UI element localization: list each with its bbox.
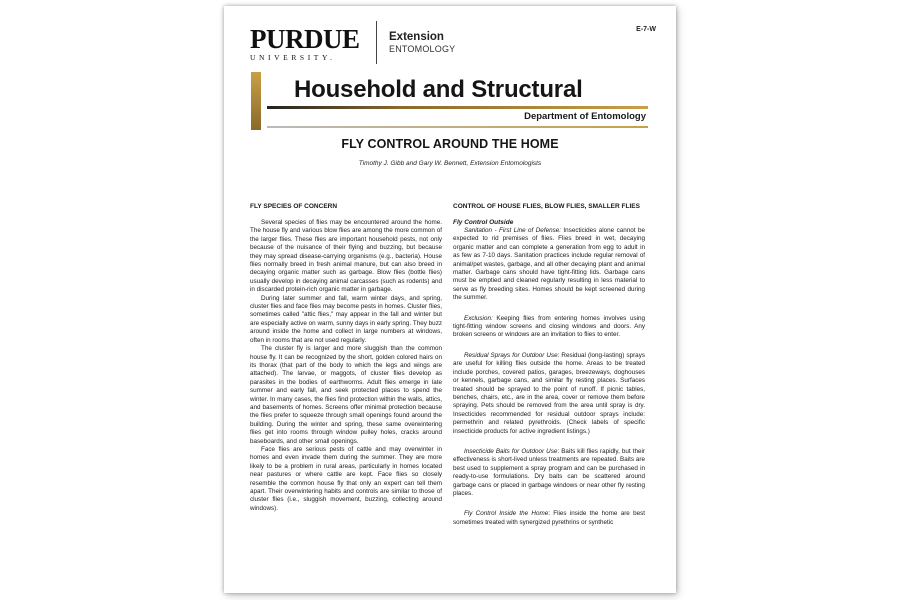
paragraph-text: : Residual (long-lasting) sprays are useful for killing flies outside the home. Areas to be treated include porches, covered patios, garages, breezeways, doghouses or kennels, garbage cans, and similar fly resting places. Surfaces treated should be sprayed to the point of runoff. If picnic tables, benches, chairs, etc., are in the area, cover or remove them before spraying. Pets should be removed from the area until spray is dry. Insecticides recommended for residual outdoor sprays include: permethrin and related pyrethroids. (Check labels of specific insecticide products for active ingredient listings.): [453, 351, 645, 435]
right-column-subheading: Fly Control Outside: [453, 219, 514, 226]
paragraph-exclusion: [453, 315, 645, 340]
lead-in: Fly Control Inside the Home: [464, 510, 549, 518]
title-rule: [267, 106, 648, 109]
department-label: Department of Entomology: [524, 111, 646, 122]
paragraph-text: : Flies inside the home are best sometimes treated with synergized pyrethrins or synthetic: [453, 510, 645, 526]
left-column-heading: FLY SPECIES OF CONCERN: [250, 203, 338, 210]
right-column: [453, 203, 645, 527]
paragraph: During later summer and fall, warm winter days, and spring, cluster flies and face flies may become pests in homes. Cluster flies, sometimes called "attic flies," may appear in the fall and winter but are especially active on warm, sunny days in early spring. They buzz around inside the home and collect in large numbers at windows, often in rooms that are not used regularly.: [250, 294, 442, 344]
paragraph-text: Insecticides alone cannot be expected to rid premises of flies. Flies breed in wet, decaying organic matter and can complete a generation from egg to adult in as few as 7-10 days. Sanitation practices include regular removal of animal/pet wastes, garbage, and all other decaying plant and animal matter. Garbage cans should have tight-fitting lids. Garbage cans must be emptied and cleaned regularly resulting in less material to serve as fly breeding sites. Homes should be kept screened during the summer.: [453, 227, 645, 302]
purdue-logo: [250, 26, 362, 62]
gold-accent-bar: [251, 72, 261, 130]
logo-divider: [376, 21, 377, 64]
paragraph: Several species of flies may be encountered around the home. The house fly and various blow flies are among the more common of the larger flies. These flies are important household pests, not only because of the nuisance of their flying and buzzing, but because they may spread disease-carrying organisms (e.g., bacteria). House flies normally breed in fresh animal manure, but can also breed in decaying organic matter such as garbage. Blow flies (bottle flies) usually develop in decaying animal carcasses (such as rodents) and in discarded protein-rich organic matter in garbage.: [250, 219, 442, 294]
document-page: [224, 6, 676, 593]
paragraph-sanitation: [453, 227, 645, 303]
document-title: FLY CONTROL AROUND THE HOME: [341, 137, 559, 151]
extension-subtitle: ENTOMOLOGY: [389, 44, 456, 54]
extension-block: [389, 31, 455, 55]
paragraph-residual-sprays: [453, 352, 645, 436]
paragraph-text: Keeping flies from entering homes involves using tight-fitting window screens and closing windows and doors. Any broken screens or windows are an invitation to flies to enter.: [453, 314, 645, 339]
right-column-heading: CONTROL OF HOUSE FLIES, BLOW FLIES, SMALLER FLIES: [453, 203, 640, 210]
left-column: [250, 203, 442, 513]
lead-in: Sanitation - First Line of Defense:: [464, 227, 561, 234]
department-rule: [267, 126, 648, 128]
paragraph-baits: [453, 448, 645, 498]
paragraph-text: : Baits kill flies rapidly, but their effectiveness is short-lived unless treatments are repeated. Baits are best used to supplement a spray program and can be purchased in ready-to-use formulations. Dry baits can be scattered around garbage cans or placed in garbage windows or near other fly resting places.: [453, 447, 646, 497]
document-authors: Timothy J. Gibb and Gary W. Bennett, Extension Entomologists: [358, 160, 542, 167]
logo-subtitle: UNIVERSITY.: [250, 53, 336, 62]
document-code: E-7-W: [636, 26, 656, 33]
lead-in: Residual Sprays for Outdoor Use: [464, 351, 558, 359]
paragraph: Face flies are serious pests of cattle and may overwinter in homes and even invade them during the summer. They are more likely to be a problem in rural areas, particularly in homes located near pastures or where cattle are kept. Face flies so closely resemble the common house fly that only an expert can tell them apart. Their overwintering habits and controls are similar to those of cluster flies (i.e., sluggish movement, buzzing, collecting around windows).: [250, 445, 442, 512]
paragraph-inside-control: [453, 510, 645, 527]
logo-wordmark: PURDUE: [250, 24, 360, 54]
extension-title: Extension: [389, 31, 444, 43]
lead-in: Insecticide Baits for Outdoor Use: [464, 447, 558, 455]
series-title: Household and Structural: [294, 76, 583, 103]
paragraph: The cluster fly is larger and more sluggish than the common house fly. It can be recognized by the short, golden colored hairs on its thorax (that part of the body to which the legs and wings are attached). The larvae, or maggots, of cluster flies develop as parasites in the bodies of earthworms. Adult flies emerge in late summer and early fall, and seek protected places to spend the winter. In many cases, the flies find protection within the walls, attics, and basements of homes. Screens offer minimal protection because the flies prefer to squeeze through small openings found around the building. During the winter and spring, these same overwintering flies get into rooms through window pulley holes, cracks around baseboards, and other small openings.: [250, 345, 442, 445]
lead-in: Exclusion:: [464, 314, 493, 322]
